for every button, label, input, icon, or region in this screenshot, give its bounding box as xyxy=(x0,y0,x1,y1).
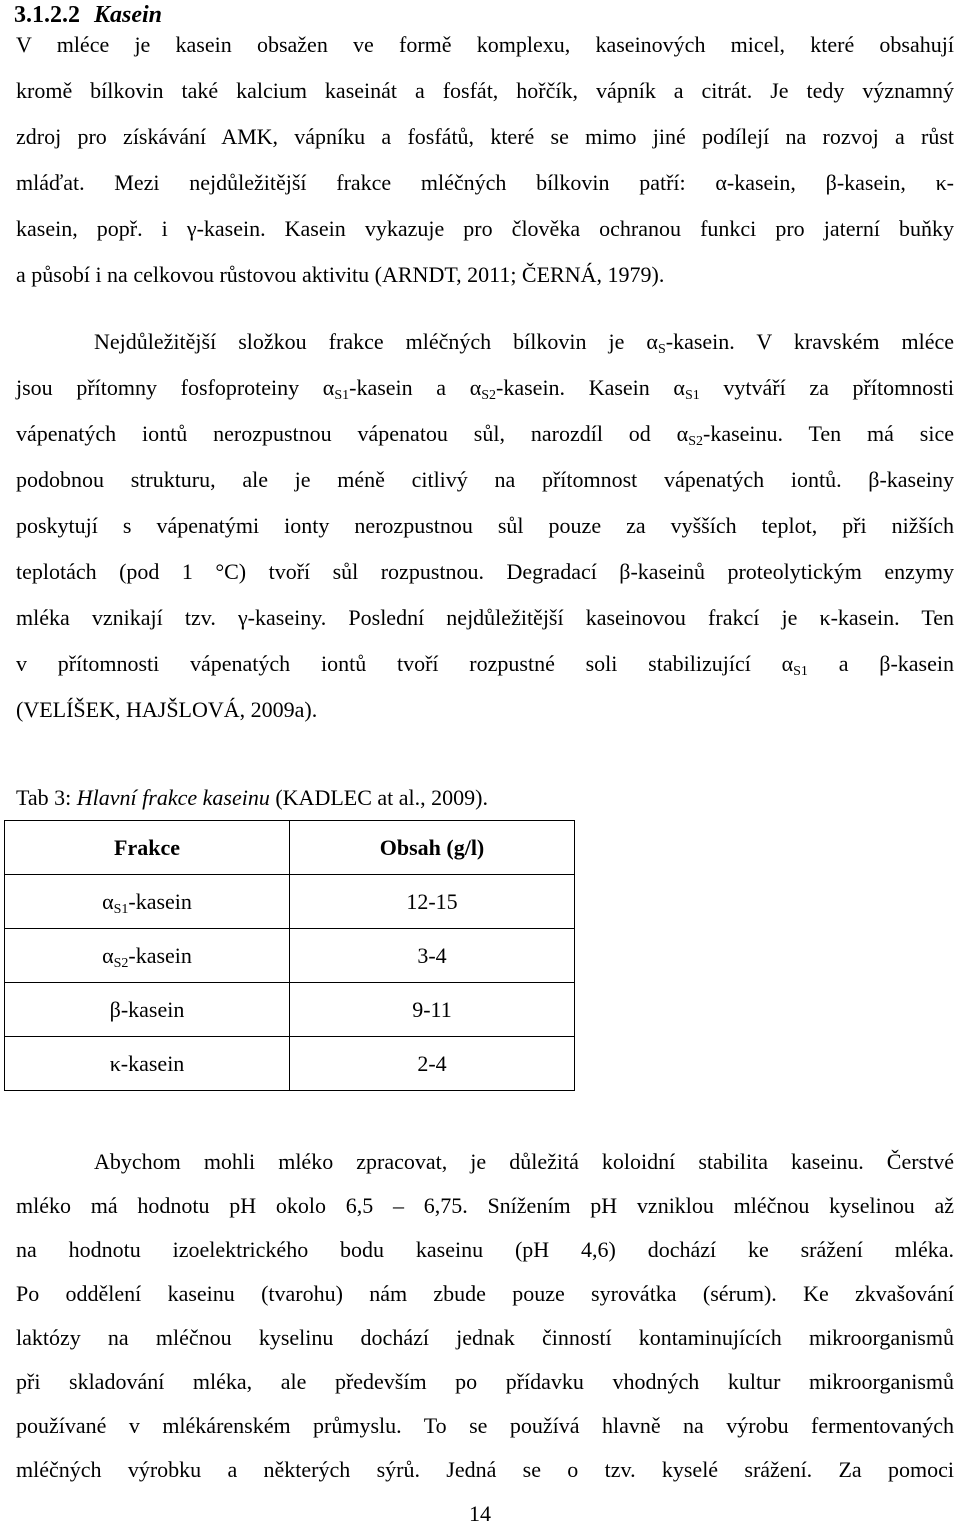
text-line: teplotách (pod 1 °C) tvoří sůl rozpustnou. Degradací β-kaseinů proteolytickým enzymy xyxy=(16,559,954,584)
text-line: mláďat. Mezi nejdůležitější frakce mléčných bílkovin patří: α-kasein, β-kasein, κ- xyxy=(16,170,954,195)
table-cell: 12-15 xyxy=(290,875,575,929)
text-line: laktózy na mléčnou kyselinu dochází jednak činností kontaminujících mikroorganismů xyxy=(16,1325,954,1350)
text-line: používané v mlékárenském průmyslu. To se používá hlavně na výrobu fermentovaných xyxy=(16,1413,954,1438)
table-cell: $\alpha_{S2}$-kasein xyxy=(5,929,290,983)
table-cell: 3-4 xyxy=(290,929,575,983)
text-line: mléčných výrobku a některých sýrů. Jedná se o tzv. kyselé srážení. Za pomoci xyxy=(16,1457,954,1482)
text-line: V mléce je kasein obsažen ve formě komplexu, kaseinových micel, které obsahují xyxy=(16,32,954,57)
text-line: jsou přítomny fosfoproteiny $\alpha_{S1}$-kasein a $\alpha_{S2}$-kasein. Kasein $\alpha_{S1}$ vytváří za přítomnosti xyxy=(16,375,954,403)
table-cell: $\alpha_{S1}$-kasein xyxy=(5,875,290,929)
paragraph-2 xyxy=(16,319,954,733)
column-header: Obsah (g/l) xyxy=(290,821,575,875)
table-cell: κ-kasein xyxy=(5,1037,290,1091)
casein-fractions-table xyxy=(4,820,575,1091)
text-line: na hodnotu izoelektrického bodu kaseinu (pH 4,6) dochází ke srážení mléka. xyxy=(16,1237,954,1262)
paragraph-1 xyxy=(16,22,954,298)
text-line: mléko má hodnotu pH okolo 6,5 – 6,75. Snížením pH vzniklou mléčnou kyselinou až xyxy=(16,1193,954,1218)
table-cell: β-kasein xyxy=(5,983,290,1037)
text-line: (VELÍŠEK, HAJŠLOVÁ, 2009a). xyxy=(16,697,318,722)
text-line: podobnou strukturu, ale je méně citlivý na přítomnost vápenatých iontů. β-kaseiny xyxy=(16,467,954,492)
table-cell: 9-11 xyxy=(290,983,575,1037)
text-line: v přítomnosti vápenatých iontů tvoří rozpustné soli stabilizující $\alpha_{S1}$ a β-kasein xyxy=(16,651,954,679)
text-line: a působí i na celkovou růstovou aktivitu (ARNDT, 2011; ČERNÁ, 1979). xyxy=(16,262,665,287)
table-row xyxy=(5,1037,575,1091)
paragraph-3 xyxy=(16,1140,954,1492)
text-line: poskytují s vápenatými ionty nerozpustnou sůl pouze za vyšších teplot, při nižších xyxy=(16,513,954,538)
text-line: mléka vznikají tzv. γ-kaseiny. Poslední nejdůležitější kaseinovou frakcí je κ-kasein. Ten xyxy=(16,605,954,630)
table-row xyxy=(5,983,575,1037)
table-header-row xyxy=(5,821,575,875)
text-line: kromě bílkovin také kalcium kaseinát a fosfát, hořčík, vápník a citrát. Je tedy významný xyxy=(16,78,954,103)
text-line: Abychom mohli mléko zpracovat, je důležitá koloidní stabilita kaseinu. Čerstvé xyxy=(94,1149,954,1174)
text-line: Po oddělení kaseinu (tvarohu) nám zbude pouze syrovátka (sérum). Ke zkvašování xyxy=(16,1281,954,1306)
text-line: při skladování mléka, ale především po přídavku vhodných kultur mikroorganismů xyxy=(16,1369,954,1394)
table-cell: 2-4 xyxy=(290,1037,575,1091)
column-header: Frakce xyxy=(5,821,290,875)
section-title: Kasein xyxy=(94,2,163,28)
section-number: 3.1.2.2 xyxy=(14,2,80,28)
text-line: Nejdůležitější složkou frakce mléčných bílkovin je $\alpha_S$-kasein. V kravském mléce xyxy=(94,329,955,357)
table-row xyxy=(5,929,575,983)
page-number: 14 xyxy=(469,1501,491,1526)
table-caption: Tab 3: Hlavní frakce kaseinu (KADLEC at al., 2009). xyxy=(16,785,488,810)
text-line: zdroj pro získávání AMK, vápníku a fosfátů, které se mimo jiné podílejí na rozvoj a růst xyxy=(16,124,954,149)
text-line: vápenatých iontů nerozpustnou vápenatou sůl, narozdíl od $\alpha_{S2}$-kaseinu. Ten má sice xyxy=(16,421,954,449)
table-row xyxy=(5,875,575,929)
text-line: kasein, popř. i γ-kasein. Kasein vykazuje pro člověka ochranou funkci pro jaterní buňky xyxy=(16,216,954,241)
